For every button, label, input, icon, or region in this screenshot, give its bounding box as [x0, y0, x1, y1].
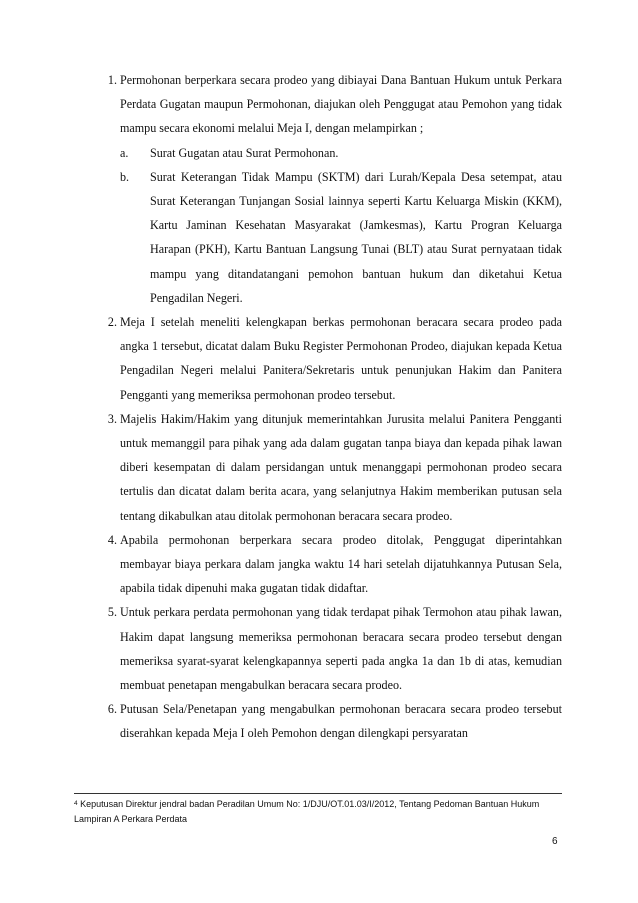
item-text: Apabila permohonan berperkara secara prodeo ditolak, Penggugat diperintahkan membayar biaya perkara dalam jangka waktu 14 hari setelah dijatuhkannya Putusan Sela, apabila tidak dipenuhi maka gugatan tidak didaftar.: [120, 532, 562, 596]
footnote-text: Keputusan Direktur jendral badan Peradilan Umum No: 1/DJU/OT.01.03/I/2012, Tentang Pedoman Bantuan Hukum Lampiran A Perkara Perdata: [74, 799, 540, 824]
item-text: Untuk perkara perdata permohonan yang tidak terdapat pihak Termohon atau pihak lawan, Hakim dapat langsung memeriksa permohonan beracara secara prodeo tersebut dengan memeriksa syarat-syarat kelengkapannya seperti pada angka 1a dan 1b di atas, kemudian membuat penetapan mengabulkan beracara secara prodeo.: [120, 605, 562, 693]
item-number: 6.: [107, 702, 117, 717]
item-number: 1.: [107, 73, 117, 87]
list-item: [74, 68, 562, 310]
procedure-list: [74, 68, 562, 746]
footnote: [74, 797, 562, 827]
list-item: [74, 600, 562, 697]
list-item: [74, 697, 562, 745]
item-number: 2.: [107, 315, 117, 330]
sub-list: [120, 141, 562, 310]
sub-item-text: Surat Keterangan Tidak Mampu (SKTM) dari Lurah/Kepala Desa setempat, atau Surat Keterangan Tunjangan Sosial lainnya seperti Kartu Keluarga Miskin (KKM), Kartu Jaminan Kesehatan Masyarakat (Jamkesmas), Kartu Progran Keluarga Harapan (PKH), Kartu Bantuan Langsung Tunai (BLT) atau Surat pernyataan tidak mampu yang ditandatangani pemohon bantuan hukum dan diketahui Ketua Pengadilan Negeri.: [150, 169, 562, 305]
item-text: Meja I setelah meneliti kelengkapan berkas permohonan beracara secara prodeo pada angka 1 tersebut, dicatat dalam Buku Register Permohonan Prodeo, diajukan kepada Ketua Pengadilan Negeri melalui Panitera/Sekretaris untuk penunjukan Hakim dan Panitera Pengganti yang memeriksa permohonan prodeo tersebut.: [120, 315, 562, 402]
sub-item-letter: b.: [120, 169, 130, 184]
footnote-mark: 4: [74, 800, 78, 807]
item-text: Putusan Sela/Penetapan yang mengabulkan permohonan beracara secara prodeo tersebut diserahkan kepada Meja I oleh Pemohon dengan dilengkapi persyaratan: [120, 702, 562, 741]
sub-item-letter: a.: [120, 145, 129, 160]
list-item: [74, 528, 562, 601]
footnote-divider: [74, 793, 562, 794]
list-item: [74, 310, 562, 407]
item-text: Permohonan berperkara secara prodeo yang dibiayai Dana Bantuan Hukum untuk Perkara Perdata Gugatan maupun Permohonan, diajukan oleh Penggugat atau Pemohon yang tidak mampu secara ekonomi melalui Meja I, dengan melampirkan ;: [120, 73, 562, 136]
item-number: 3.: [107, 411, 117, 426]
sub-item-text: Surat Gugatan atau Surat Permohonan.: [150, 145, 339, 160]
sub-list-item: [120, 141, 562, 165]
list-item: [74, 407, 562, 528]
item-number: 4.: [107, 532, 117, 547]
page-number: 6: [552, 836, 558, 847]
item-text: Majelis Hakim/Hakim yang ditunjuk memerintahkan Jurusita melalui Panitera Pengganti untuk memanggil para pihak yang ada dalam gugatan tanpa biaya dan kepada pihak lawan diberi kesempatan di dalam persidangan untuk menanggapi permohonan prodeo secara tertulis dan dicatat dalam berita acara, yang selanjutnya Hakim memberikan putusan sela tentang dikabulkan atau ditolak permohonan beracara secara prodeo.: [120, 411, 562, 523]
item-number: 5.: [107, 605, 117, 620]
sub-list-item: [120, 165, 562, 310]
